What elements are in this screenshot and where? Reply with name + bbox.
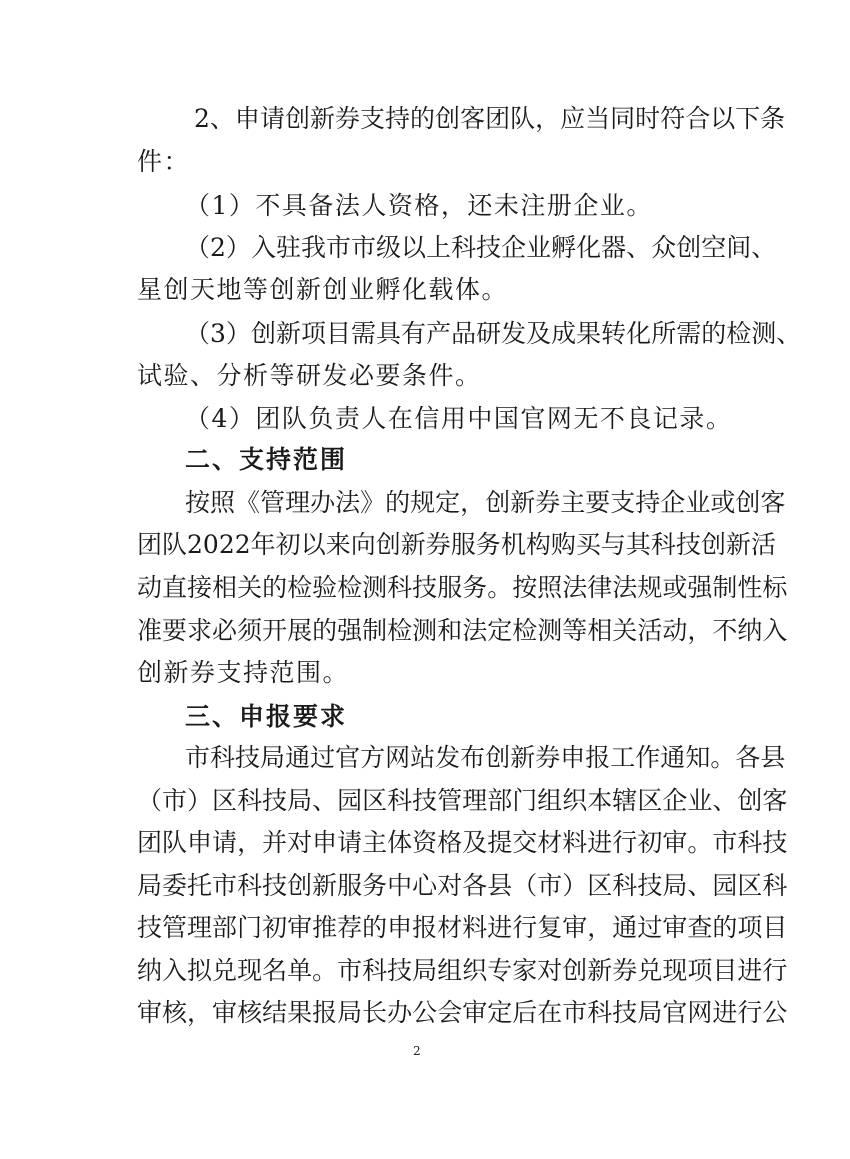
text-line-8: （4）团队负责人在信用中国官网无不良记录。 (185, 404, 733, 433)
text-line-10: 按 照 《 管 理 办 法 》 的 规 定 ， 创 新 券 主 要 支 持 企 业 或 创 客 (185, 488, 786, 517)
text-line-3: （1）不具备法人资格，还未注册企业。 (185, 191, 653, 220)
text-line-17: （ 市 ） 区 科 技 局 、 园 区 科 技 管 理 部 门 组 织 本 辖 区 企 业 、 创 客 (137, 786, 788, 815)
text-line-18: 团 队 申 请 ， 并 对 申 请 主 体 资 格 及 提 交 材 料 进 行 初 审 。 市 科 技 (137, 828, 788, 857)
text-line-7: 试验、分析等研发必要条件。 (137, 361, 482, 390)
text-line-21: 纳 入 拟 兑 现 名 单 。 市 科 技 局 组 织 专 家 对 创 新 券 兑 现 项 目 进 行 (137, 956, 788, 985)
section-heading-requirements: 三、申报要求 (185, 702, 348, 731)
text-line-6: （ 3 ） 创 新 项 目 需 具 有 产 品 研 发 及 成 果 转 化 所 需 的 检 测 、 (185, 319, 802, 348)
section-heading-scope: 二、支持范围 (185, 445, 348, 474)
text-line-4: （ 2 ） 入 驻 我 市 市 级 以 上 科 技 企 业 孵 化 器 、 众 创 空 间 、 (185, 233, 777, 262)
text-line-14: 创新券支持范围。 (137, 658, 350, 687)
text-line-2: 件： (137, 147, 191, 176)
text-line-1: 2 、 申 请 创 新 券 支 持 的 创 客 团 队 ， 应 当 同 时 符 合 以 下 条 (194, 104, 786, 133)
text-line-22: 审 核 ， 审 核 结 果 报 局 长 办 公 会 审 定 后 在 市 科 技 局 官 网 进 行 公 (137, 998, 788, 1027)
text-line-19: 局 委 托 市 科 技 创 新 服 务 中 心 对 各 县 （ 市 ） 区 科 技 局 、 园 区 科 (137, 871, 788, 900)
text-line-12: 动 直 接 相 关 的 检 验 检 测 科 技 服 务 。 按 照 法 律 法 规 或 强 制 性 标 (137, 573, 788, 602)
text-line-16: 市 科 技 局 通 过 官 方 网 站 发 布 创 新 券 申 报 工 作 通 知 。 各 县 (185, 743, 786, 772)
text-line-5: 星创天地等创新创业孵化载体。 (137, 275, 509, 304)
text-line-11: 团 队 2022 年 初 以 来 向 创 新 券 服 务 机 构 购 买 与 其 科 技 创 新 活 (137, 530, 776, 559)
text-line-20: 技 管 理 部 门 初 审 推 荐 的 申 报 材 料 进 行 复 审 ， 通 过 审 查 的 项 目 (137, 913, 788, 942)
page-number: 2 (413, 1044, 421, 1058)
text-line-13: 准 要 求 必 须 开 展 的 强 制 检 测 和 法 定 检 测 等 相 关 活 动 ， 不 纳 入 (137, 616, 788, 645)
